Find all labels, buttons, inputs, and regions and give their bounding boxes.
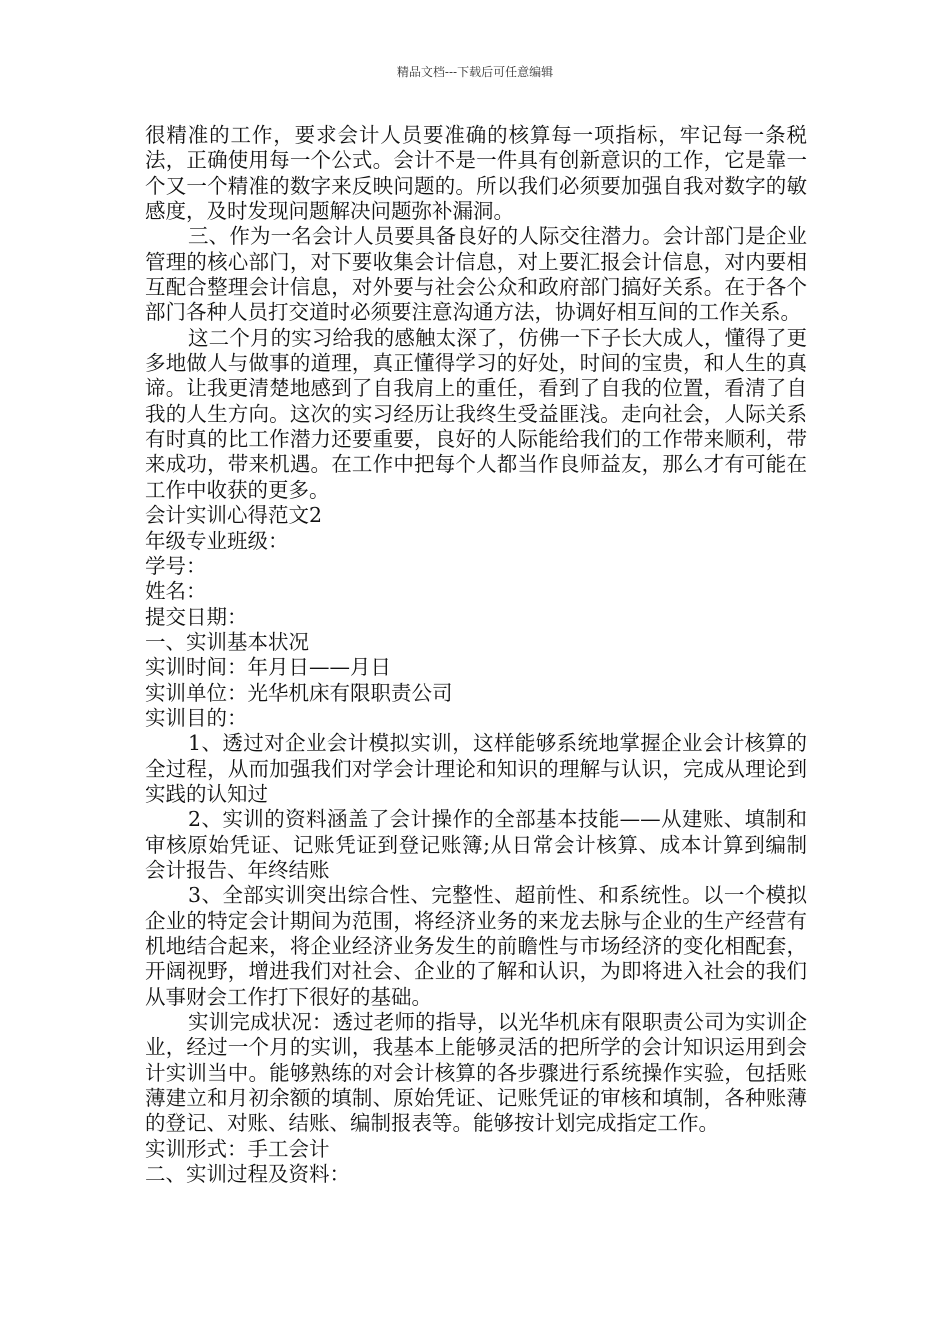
section-title: 会计实训心得范文2 xyxy=(145,503,323,528)
paragraph-interpersonal-skills: 三、作为一名会计人员要具备良好的人际交往潜力。会计部门是企业管理的核心部门，对下要收集会计信息，对上要汇报会计信息，对内要相互配合整理会计信息，对外要与社会公众和政府部门搞好关系。在于各个部门各种人员打交道时必须要注意沟通方法，协调好相互间的工作关系。 xyxy=(145,224,807,325)
field-training-purpose: 实训目的： xyxy=(145,705,248,730)
heading-basic-status: 一、实训基本状况 xyxy=(145,629,309,654)
field-name: 姓名： xyxy=(145,579,207,604)
field-training-form: 实训形式：手工会计 xyxy=(145,1136,330,1161)
paragraph-completion-status: 实训完成状况：透过老师的指导，以光华机床有限职责公司为实训企业，经过一个月的实训，我基本上能够灵活的把所学的会计知识运用到会计实训当中。能够熟练的对会计核算的各步骤进行系统操作实验，包括账薄建立和月初余额的填制、原始凭证、记账凭证的审核和填制，各种账薄的登记、对账、结账、编制报表等。能够按计划完成指定工作。 xyxy=(145,1010,807,1136)
list-item-purpose-3: 3、全部实训突出综合性、完整性、超前性、和系统性。以一个模拟企业的特定会计期间为范围，将经济业务的来龙去脉与企业的生产经营有机地结合起来，将企业经济业务发生的前瞻性与市场经济的变化相配套，开阔视野，增进我们对社会、企业的了解和认识，为即将进入社会的我们从事财会工作打下很好的基础。 xyxy=(145,883,807,1009)
paragraph-internship-reflection: 这二个月的实习给我的感触太深了，仿佛一下子长大成人，懂得了更多地做人与做事的道理，真正懂得学习的好处，时间的宝贵，和人生的真谛。让我更清楚地感到了自我肩上的重任，看到了自我的位置，看清了自我的人生方向。这次的实习经历让我终生受益匪浅。走向社会，人际关系有时真的比工作潜力还要重要，良好的人际能给我们的工作带来顺利，带来成功，带来机遇。在工作中把每个人都当作良师益友，那么才有可能在工作中收获的更多。 xyxy=(145,325,807,502)
field-submit-date: 提交日期： xyxy=(145,604,248,629)
page-header: 精品文档---下载后可任意编辑 xyxy=(396,65,554,79)
field-grade-major-class: 年级专业班级： xyxy=(145,528,289,553)
document-body xyxy=(145,123,807,1187)
heading-process-materials: 二、实训过程及资料： xyxy=(145,1162,350,1187)
list-item-purpose-1: 1、透过对企业会计模拟实训，这样能够系统地掌握企业会计核算的全过程，从而加强我们对学会计理论和知识的理解与认识，完成从理论到实践的认知过 xyxy=(145,731,807,806)
field-training-unit: 实训单位：光华机床有限职责公司 xyxy=(145,680,453,705)
list-item-purpose-2: 2、实训的资料涵盖了会计操作的全部基本技能——从建账、填制和审核原始凭证、记账凭证到登记账簿;从日常会计核算、成本计算到编制会计报告、年终结账 xyxy=(145,807,807,882)
paragraph-continuation: 很精准的工作，要求会计人员要准确的核算每一项指标，牢记每一条税法，正确使用每一个公式。会计不是一件具有创新意识的工作，它是靠一个又一个精准的数字来反映问题的。所以我们必须要加强自我对数字的敏感度，及时发现问题解决问题弥补漏洞。 xyxy=(145,123,807,224)
field-student-id: 学号： xyxy=(145,553,207,578)
field-training-time: 实训时间：年月日——月日 xyxy=(145,655,391,680)
